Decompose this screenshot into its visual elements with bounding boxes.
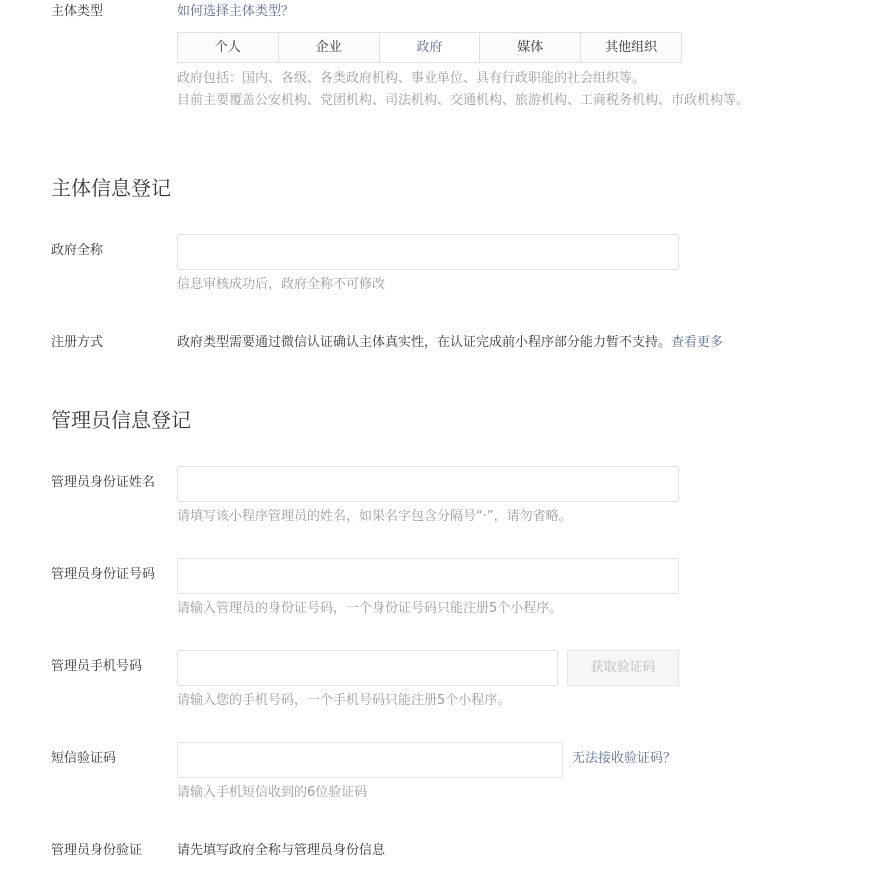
view-more-link[interactable]: 查看更多: [671, 335, 724, 350]
admin-id-name-hint: 请填写该小程序管理员的姓名，如果名字包含分隔号“·”，请勿省略。: [177, 509, 572, 524]
admin-info-section-title: 管理员信息登记: [51, 408, 191, 432]
entity-type-option-enterprise[interactable]: 企业: [279, 33, 380, 62]
admin-identity-verification-text: 请先填写政府全称与管理员身份信息: [177, 843, 386, 858]
sms-code-label: 短信验证码: [51, 751, 117, 766]
admin-phone-hint: 请输入您的手机号码，一个手机号码只能注册5个小程序。: [177, 693, 511, 708]
cannot-receive-code-link[interactable]: 无法接收验证码？: [572, 751, 677, 766]
registration-method-text: 政府类型需要通过微信认证确认主体真实性，在认证完成前小程序部分能力暂不支持。: [177, 335, 672, 350]
government-full-name-input[interactable]: [177, 234, 679, 270]
government-full-name-label: 政府全称: [51, 243, 104, 258]
government-full-name-hint: 信息审核成功后，政府全称不可修改: [177, 277, 386, 292]
admin-id-number-hint: 请输入管理员的身份证号码，一个身份证号码只能注册5个小程序。: [177, 601, 563, 616]
get-verification-code-button[interactable]: 获取验证码: [567, 650, 679, 686]
admin-id-number-label: 管理员身份证号码: [51, 567, 156, 582]
entity-type-option-personal[interactable]: 个人: [178, 33, 279, 62]
entity-type-option-government[interactable]: 政府: [380, 33, 481, 62]
admin-id-name-label: 管理员身份证姓名: [51, 475, 156, 490]
admin-id-name-input[interactable]: [177, 466, 679, 502]
sms-code-input[interactable]: [177, 742, 563, 778]
entity-type-option-other-organization[interactable]: 其他组织: [581, 33, 681, 62]
entity-type-description-line-1: 政府包括：国内、各级、各类政府机构、事业单位、具有行政职能的社会组织等。: [177, 71, 646, 86]
admin-phone-label: 管理员手机号码: [51, 659, 143, 674]
admin-phone-input[interactable]: [177, 650, 558, 686]
entity-info-section-title: 主体信息登记: [51, 176, 171, 200]
sms-code-hint: 请输入手机短信收到的6位验证码: [177, 785, 368, 800]
entity-type-option-media[interactable]: 媒体: [480, 33, 581, 62]
entity-type-label: 主体类型: [51, 4, 104, 19]
registration-method-label: 注册方式: [51, 335, 104, 350]
admin-identity-verification-label: 管理员身份验证: [51, 843, 143, 858]
entity-type-description-line-2: 目前主要覆盖公安机构、党团机构、司法机构、交通机构、旅游机构、工商税务机构、市政机构等。: [177, 93, 750, 108]
entity-type-segmented-control: [177, 32, 682, 63]
admin-id-number-input[interactable]: [177, 558, 679, 594]
registration-method-text-row: [177, 334, 723, 352]
how-to-choose-entity-type-link[interactable]: 如何选择主体类型？: [177, 4, 295, 19]
